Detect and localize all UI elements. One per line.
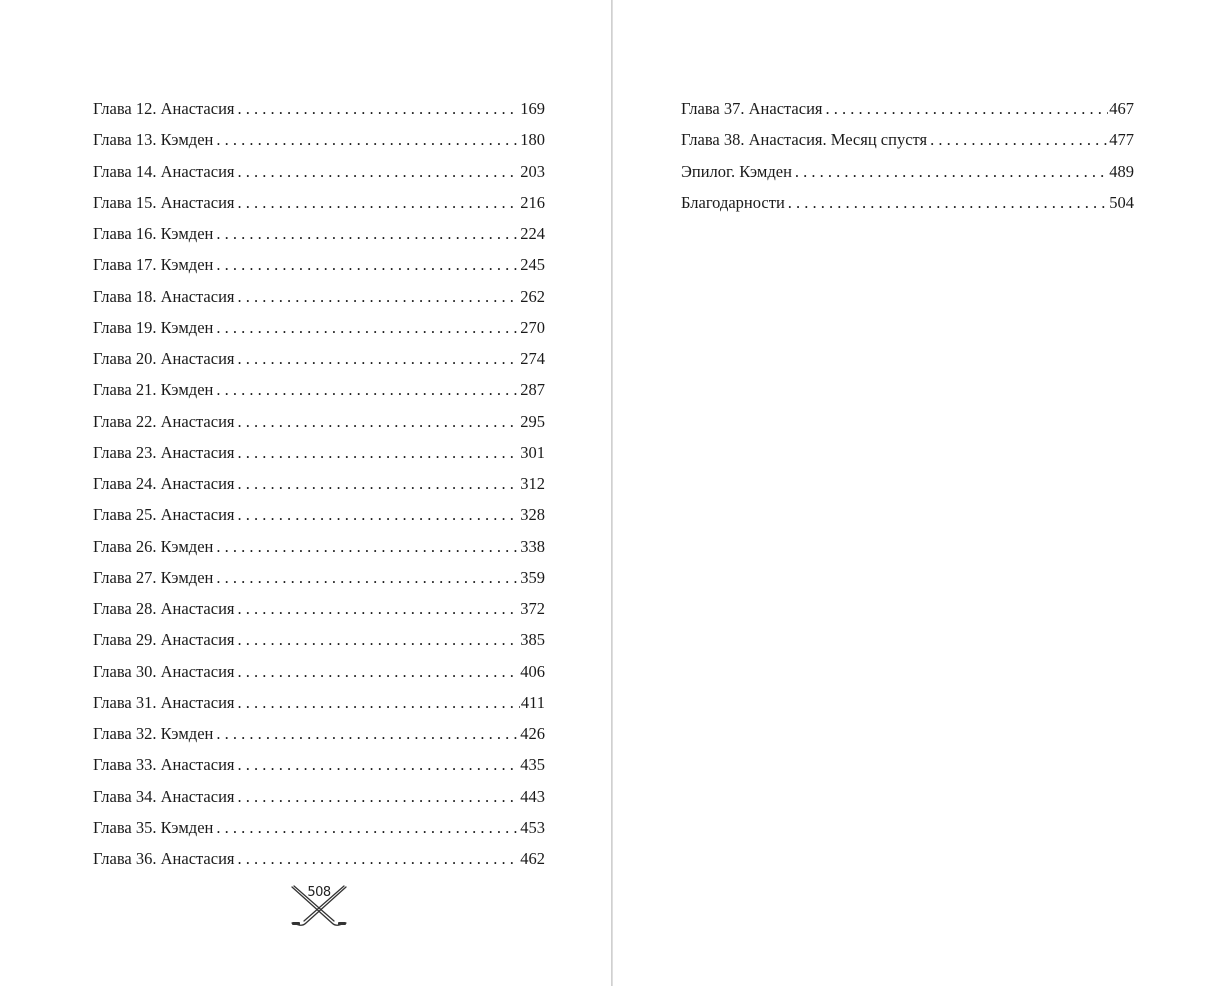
- dot-leader: [238, 440, 520, 466]
- dot-leader: [238, 471, 520, 497]
- dot-leader: [238, 784, 520, 810]
- dot-leader: [788, 190, 1108, 216]
- dot-leader: [216, 127, 519, 153]
- toc-entry-page: 295: [520, 411, 545, 431]
- dot-leader: [238, 659, 520, 685]
- toc-entry-page: 467: [1109, 99, 1134, 118]
- toc-entry: [93, 252, 545, 283]
- dot-leader: [826, 96, 1109, 122]
- toc-entry: [93, 846, 545, 877]
- toc-entry: [681, 190, 1134, 221]
- toc-entry: [93, 284, 545, 315]
- toc-entry: [681, 127, 1134, 158]
- dot-leader: [238, 502, 520, 528]
- dot-leader: [216, 815, 519, 841]
- toc-entry-title: Глава 24. Анастасия: [93, 474, 235, 493]
- toc-entry-title: Глава 33. Анастасия: [93, 755, 235, 775]
- toc-entry-title: Глава 22. Анастасия: [93, 411, 235, 431]
- toc-entry-page: 372: [520, 599, 545, 618]
- toc-entry-title: Глава 20. Анастасия: [93, 349, 235, 368]
- toc-entry-title: Глава 12. Анастасия: [93, 99, 235, 118]
- toc-entry-page: 301: [520, 442, 545, 462]
- dot-leader: [238, 190, 520, 216]
- toc-entry: [93, 815, 545, 846]
- toc-entry-page: 328: [520, 505, 545, 525]
- toc-entry-title: Глава 29. Анастасия: [93, 630, 235, 650]
- dot-leader: [216, 252, 519, 278]
- toc-entry-title: Глава 38. Анастасия. Месяц спустя: [681, 130, 928, 150]
- toc-entry: [93, 627, 545, 658]
- toc-entry-page: 338: [520, 536, 545, 556]
- toc-entry-title: Глава 23. Анастасия: [93, 442, 235, 462]
- toc-entry-title: Глава 16. Кэмден: [93, 224, 214, 243]
- toc-entry: [93, 409, 545, 440]
- toc-entry: [93, 315, 545, 346]
- page-folio: [288, 883, 350, 933]
- dot-leader: [238, 690, 520, 716]
- page-number: 508: [307, 885, 331, 900]
- toc-entry: [93, 159, 545, 190]
- dot-leader: [238, 596, 520, 622]
- toc-entry: [93, 96, 545, 127]
- toc-entry: [93, 721, 545, 752]
- toc-entry: [93, 377, 545, 408]
- toc-entry: [93, 127, 545, 158]
- toc-entry-page: 274: [520, 349, 545, 368]
- toc-entry-page: 477: [1109, 130, 1134, 150]
- dot-leader: [238, 159, 520, 185]
- toc-entry-title: Глава 34. Анастасия: [93, 786, 235, 806]
- toc-entry: [93, 534, 545, 565]
- toc-entry-page: 169: [520, 99, 545, 118]
- toc-entry-title: Глава 37. Анастасия: [681, 99, 823, 118]
- toc-entry-title: Глава 28. Анастасия: [93, 599, 235, 618]
- dot-leader: [216, 221, 519, 247]
- dot-leader: [795, 159, 1108, 185]
- toc-entry-page: 270: [520, 317, 545, 337]
- toc-entry: [681, 159, 1134, 190]
- dot-leader: [216, 565, 519, 591]
- dot-leader: [238, 284, 520, 310]
- toc-entry: [93, 565, 545, 596]
- toc-entry-title: Глава 25. Анастасия: [93, 505, 235, 525]
- left-page: [0, 0, 611, 986]
- toc-entry-page: 287: [520, 380, 545, 400]
- table-of-contents-left: [93, 96, 545, 877]
- toc-entry-page: 489: [1109, 161, 1134, 181]
- toc-entry: [93, 752, 545, 783]
- toc-entry-page: 462: [520, 849, 545, 868]
- toc-entry-title: Глава 17. Кэмден: [93, 255, 214, 275]
- toc-entry: [93, 221, 545, 252]
- toc-entry: [93, 659, 545, 690]
- toc-entry-title: Глава 31. Анастасия: [93, 692, 235, 712]
- toc-entry-page: 443: [520, 786, 545, 806]
- toc-entry: [93, 502, 545, 533]
- toc-entry-title: Глава 30. Анастасия: [93, 661, 235, 681]
- dot-leader: [238, 96, 520, 122]
- toc-entry-page: 406: [520, 661, 545, 681]
- toc-entry-title: Глава 21. Кэмден: [93, 380, 214, 400]
- toc-entry-page: 504: [1109, 192, 1134, 212]
- toc-entry-page: 411: [520, 692, 545, 712]
- toc-entry: [93, 190, 545, 221]
- toc-entry-page: 453: [520, 817, 545, 837]
- toc-entry-title: Глава 18. Анастасия: [93, 286, 235, 306]
- toc-entry-page: 262: [520, 286, 545, 306]
- toc-entry-page: 203: [520, 161, 545, 181]
- toc-entry: [681, 96, 1134, 127]
- toc-entry-page: 216: [520, 192, 545, 212]
- toc-entry: [93, 690, 545, 721]
- toc-entry-title: Глава 27. Кэмден: [93, 567, 214, 587]
- toc-entry-title: Глава 32. Кэмден: [93, 724, 214, 743]
- toc-entry: [93, 346, 545, 377]
- toc-entry-page: 426: [520, 724, 545, 743]
- dot-leader: [216, 534, 519, 560]
- toc-entry: [93, 784, 545, 815]
- right-page: [613, 0, 1231, 986]
- toc-entry-title: Глава 15. Анастасия: [93, 192, 235, 212]
- toc-entry-title: Глава 14. Анастасия: [93, 161, 235, 181]
- table-of-contents-right: [681, 96, 1134, 221]
- toc-entry-title: Глава 35. Кэмден: [93, 817, 214, 837]
- dot-leader: [216, 377, 519, 403]
- toc-entry-page: 312: [520, 474, 545, 493]
- toc-entry-title: Глава 19. Кэмден: [93, 317, 214, 337]
- toc-entry-title: Благодарности: [681, 192, 785, 212]
- toc-entry-title: Глава 13. Кэмден: [93, 130, 214, 150]
- toc-entry: [93, 596, 545, 627]
- toc-entry: [93, 471, 545, 502]
- toc-entry-page: 385: [520, 630, 545, 650]
- dot-leader: [238, 846, 520, 872]
- dot-leader: [238, 409, 520, 435]
- dot-leader: [238, 752, 520, 778]
- toc-entry-page: 359: [520, 567, 545, 587]
- toc-entry-page: 224: [520, 224, 545, 243]
- toc-entry-page: 180: [520, 130, 545, 150]
- dot-leader: [238, 346, 520, 372]
- toc-entry-page: 245: [520, 255, 545, 275]
- dot-leader: [930, 127, 1108, 153]
- dot-leader: [238, 627, 520, 653]
- toc-entry-page: 435: [520, 755, 545, 775]
- toc-entry: [93, 440, 545, 471]
- toc-entry-title: Глава 26. Кэмден: [93, 536, 214, 556]
- dot-leader: [216, 315, 519, 341]
- toc-entry-title: Глава 36. Анастасия: [93, 849, 235, 868]
- toc-entry-title: Эпилог. Кэмден: [681, 161, 792, 181]
- dot-leader: [216, 721, 519, 747]
